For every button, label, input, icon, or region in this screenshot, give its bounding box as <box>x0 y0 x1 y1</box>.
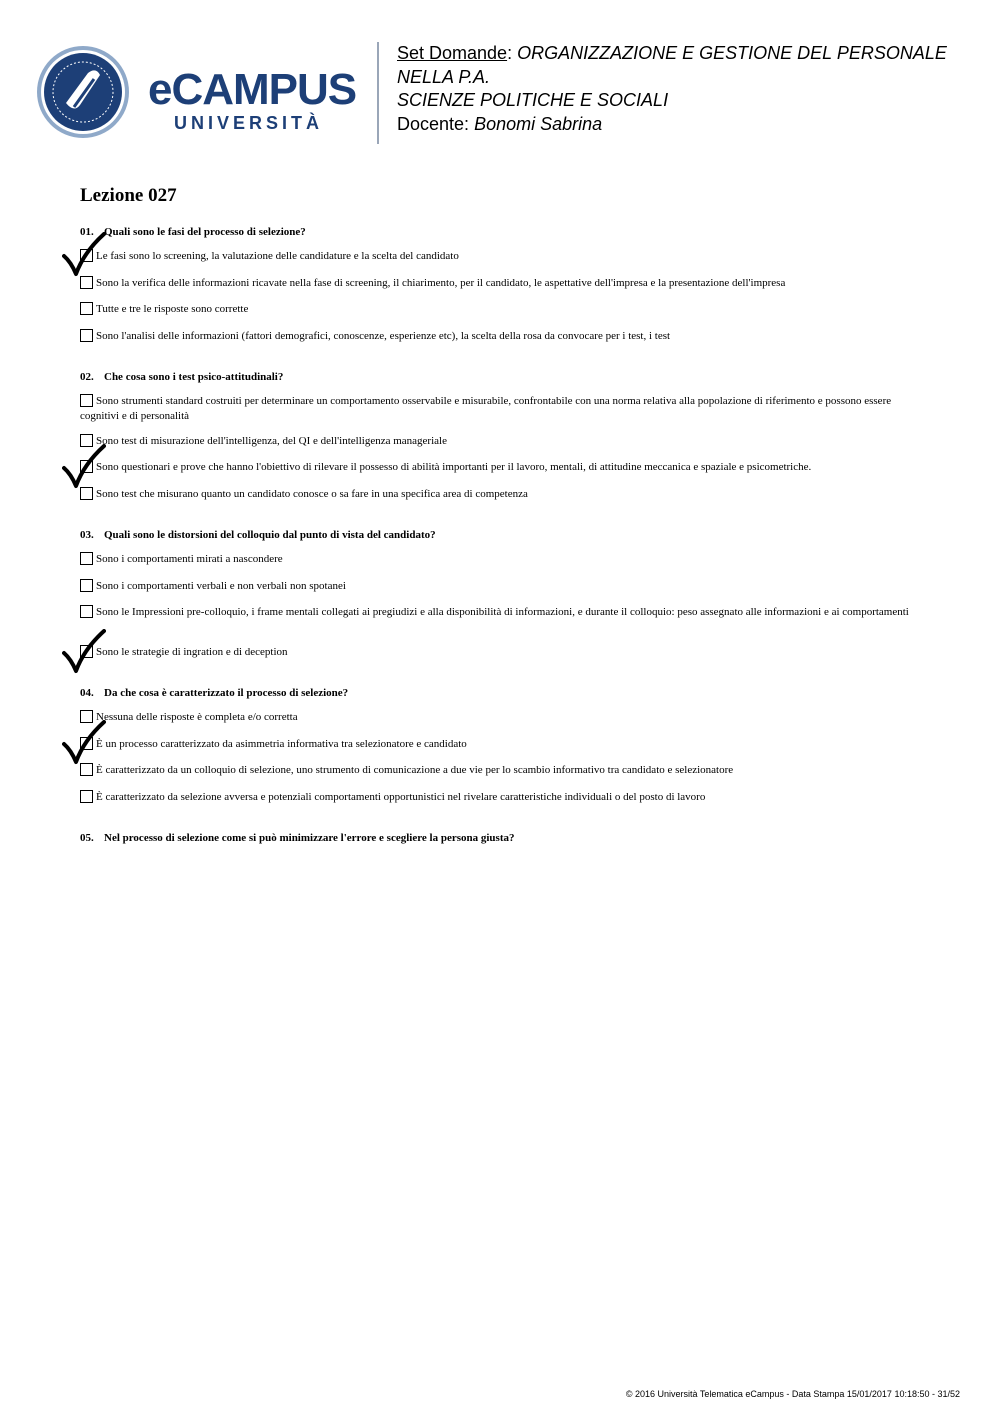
answer-checkbox[interactable] <box>80 302 93 315</box>
question-01 <box>80 225 920 239</box>
question-04 <box>80 686 920 700</box>
answer-text: Sono l'analisi delle informazioni (fattori demografici, conoscenze, esperienze etc), la scelta della rosa da convocare per i test, i test <box>96 330 671 342</box>
answer-option[interactable] <box>80 434 915 449</box>
question-03 <box>80 528 920 542</box>
answer-text: Sono questionari e prove che hanno l'obiettivo di rilevare il possesso di abilità importanti per il lavoro, mentali, di attitudine meccanica e spaziale e psicometriche. <box>96 461 812 473</box>
answer-option[interactable] <box>80 276 915 291</box>
answer-checkbox[interactable] <box>80 249 93 262</box>
question-text: Quali sono le distorsioni del colloquio dal punto di vista del candidato? <box>104 529 436 541</box>
answer-checkbox[interactable] <box>80 710 93 723</box>
answer-option[interactable] <box>80 487 915 502</box>
answer-option[interactable] <box>80 710 915 725</box>
faculty-name: SCIENZE POLITICHE E SOCIALI <box>397 90 669 110</box>
answer-text: Sono i comportamenti mirati a nascondere <box>96 553 283 565</box>
answer-checkbox[interactable] <box>80 434 93 447</box>
set-line: Set Domande: ORGANIZZAZIONE E GESTIONE DEL PERSONALE NELLA P.A. <box>397 43 947 87</box>
answer-checkbox[interactable] <box>80 460 93 473</box>
answer-option[interactable] <box>80 763 915 778</box>
logo-main-text: eCAMPUS <box>148 65 357 114</box>
answer-text: Le fasi sono lo screening, la valutazione delle candidature e la scelta del candidato <box>96 250 459 262</box>
answer-text: Sono la verifica delle informazioni ricavate nella fase di screening, il chiarimento, per il candidato, le aspettative dell'impresa e la presentazione dell'impresa <box>96 277 786 289</box>
question-number: 01. <box>80 226 94 238</box>
answer-text: È caratterizzato da un colloquio di selezione, uno strumento di comunicazione a due vie per lo scambio informativo tra candidato e selezionatore <box>96 764 734 776</box>
answer-checkbox[interactable] <box>80 579 93 592</box>
question-02 <box>80 370 920 384</box>
logo-sub-text: UNIVERSITÀ <box>174 113 324 133</box>
answer-text: Sono le strategie di ingration e di deception <box>96 646 288 658</box>
question-number: 02. <box>80 371 94 383</box>
docente-line <box>397 113 977 137</box>
ecampus-seal-logo <box>36 45 130 139</box>
answer-option[interactable] <box>80 249 915 264</box>
answer-text: È caratterizzato da selezione avversa e potenziali comportamenti opportunistici nel rivelare caratteristiche individuali o del posto di lavoro <box>96 791 706 803</box>
answer-option[interactable] <box>80 460 915 475</box>
answer-checkbox[interactable] <box>80 645 93 658</box>
question-text: Che cosa sono i test psico-attitudinali? <box>104 371 284 383</box>
answer-checkbox[interactable] <box>80 276 93 289</box>
answer-checkbox[interactable] <box>80 487 93 500</box>
docente-name: Bonomi Sabrina <box>474 113 603 134</box>
answer-checkbox[interactable] <box>80 737 93 750</box>
header-divider <box>377 42 379 144</box>
question-number: 04. <box>80 687 94 699</box>
answer-checkbox[interactable] <box>80 394 93 407</box>
page-header <box>0 0 1000 160</box>
answer-checkbox[interactable] <box>80 329 93 342</box>
lesson-title: Lezione 027 <box>80 185 177 206</box>
answer-checkbox[interactable] <box>80 763 93 776</box>
question-number: 05. <box>80 832 94 844</box>
answer-text: È un processo caratterizzato da asimmetria informativa tra selezionatore e candidato <box>96 738 467 750</box>
answer-option[interactable] <box>80 302 915 317</box>
answer-checkbox[interactable] <box>80 552 93 565</box>
answer-option[interactable] <box>80 605 915 620</box>
question-text: Da che cosa è caratterizzato il processo di selezione? <box>104 687 349 699</box>
set-label: Set Domande <box>397 43 508 63</box>
docente-label: Docente: <box>397 113 470 134</box>
answer-option[interactable] <box>80 394 915 424</box>
answer-text: Sono test di misurazione dell'intelligenza, del QI e dell'intelligenza manageriale <box>96 435 447 447</box>
answer-option[interactable] <box>80 737 915 752</box>
answer-option[interactable] <box>80 579 915 594</box>
question-number: 03. <box>80 529 94 541</box>
answer-text: Sono strumenti standard costruiti per determinare un comportamento osservabile e misurabile, confrontabile con una norma relativa alla popolazione di riferimento e possono essere cognitivi e di personalità <box>80 395 892 422</box>
answer-text: Tutte e tre le risposte sono corrette <box>96 303 249 315</box>
page-footer: © 2016 Università Telematica eCampus - Data Stampa 15/01/2017 10:18:50 - 31/52 <box>625 1389 960 1399</box>
question-text: Quali sono le fasi del processo di selezione? <box>104 226 306 238</box>
answer-option[interactable] <box>80 645 915 660</box>
answer-text: Sono i comportamenti verbali e non verbali non spotanei <box>96 580 346 592</box>
answer-option[interactable] <box>80 329 915 344</box>
question-05 <box>80 831 920 845</box>
answer-option[interactable] <box>80 552 915 567</box>
answer-text: Sono test che misurano quanto un candidato conosce o sa fare in una specifica area di competenza <box>96 488 528 500</box>
header-info <box>397 42 977 136</box>
answer-checkbox[interactable] <box>80 790 93 803</box>
answer-checkbox[interactable] <box>80 605 93 618</box>
answer-text: Sono le Impressioni pre-colloquio, i frame mentali collegati ai pregiudizi e alla disponibilità di informazioni, e durante il colloquio: peso assegnato alle informazioni e ai comportamenti <box>96 606 909 618</box>
set-title: ORGANIZZAZIONE E GESTIONE DEL PERSONALE NELLA P.A. <box>397 43 947 87</box>
ecampus-wordmark <box>148 66 363 136</box>
answer-option[interactable] <box>80 790 915 805</box>
answer-text: Nessuna delle risposte è completa e/o corretta <box>96 711 298 723</box>
question-text: Nel processo di selezione come si può minimizzare l'errore e scegliere la persona giusta? <box>104 832 515 844</box>
